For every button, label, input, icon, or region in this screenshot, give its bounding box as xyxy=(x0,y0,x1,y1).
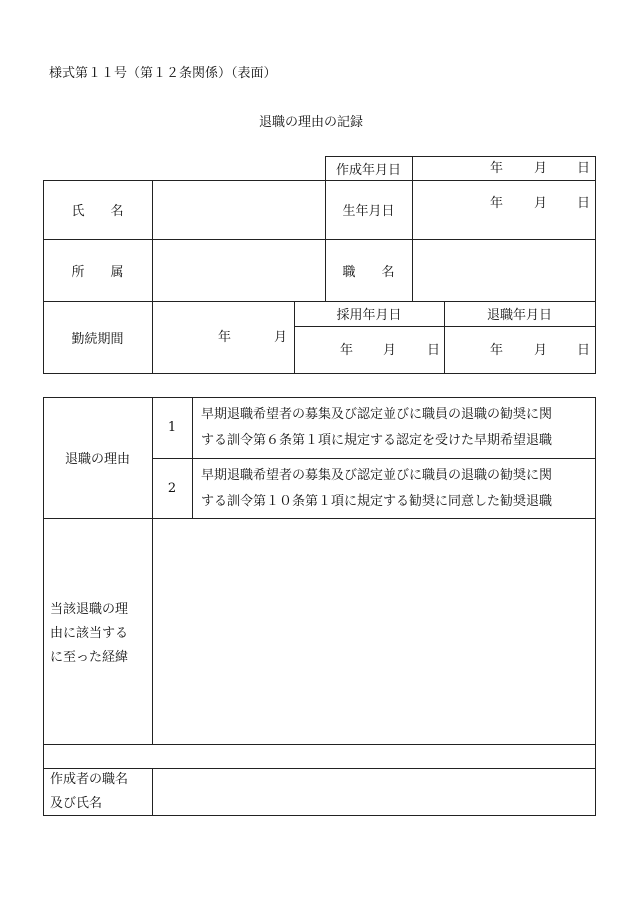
creation-day-label: 日 xyxy=(577,161,591,176)
hire-date-field[interactable] xyxy=(295,327,444,373)
birth-date-label: 生年月日 xyxy=(342,204,395,219)
service-months-label: 月 xyxy=(274,330,288,345)
hire-month-label: 月 xyxy=(383,343,397,358)
reason-option-1-line2: する訓令第６条第１項に規定する認定を受けた早期希望退職 xyxy=(201,433,553,448)
reason-number[interactable]: 2 xyxy=(167,480,177,496)
job-title-label: 職 名 xyxy=(342,264,395,280)
circumstances-label-line2: 由に該当する xyxy=(50,626,129,641)
reason-option-1[interactable] xyxy=(201,402,552,454)
retirement-date-field[interactable] xyxy=(445,327,595,373)
birth-month-label: 月 xyxy=(534,196,548,211)
reason-number[interactable]: 1 xyxy=(167,420,177,435)
circumstances-label xyxy=(50,598,128,670)
reason-option-2[interactable] xyxy=(201,463,552,515)
name-field[interactable] xyxy=(153,181,325,239)
retirement-year-label: 年 xyxy=(490,343,504,358)
preparer-label-line2: 及び氏名 xyxy=(50,796,103,811)
circumstances-field[interactable] xyxy=(153,519,595,744)
creation-date-field[interactable] xyxy=(413,157,595,180)
retirement-date-label: 退職年月日 xyxy=(486,308,552,323)
service-years-label: 年 xyxy=(218,330,232,345)
page-title: 退職の理由の記録 xyxy=(259,115,364,130)
preparer-label-line1: 作成者の職名 xyxy=(50,772,129,787)
name-label: 氏 名 xyxy=(71,204,124,219)
hire-date-label: 採用年月日 xyxy=(336,308,402,323)
birth-day-label: 日 xyxy=(577,196,591,211)
affiliation-label: 所 属 xyxy=(71,264,124,280)
preparer-field[interactable] xyxy=(153,769,595,815)
preparer-label xyxy=(50,768,128,816)
affiliation-field[interactable] xyxy=(153,240,325,301)
reason-label: 退職の理由 xyxy=(64,452,130,467)
reason-option-1-line1: 早期退職希望者の募集及び認定並びに職員の退職の勧奨に関 xyxy=(201,407,553,422)
creation-month-label: 月 xyxy=(534,161,548,176)
reason-option-2-line1: 早期退職希望者の募集及び認定並びに職員の退職の勧奨に関 xyxy=(201,468,553,483)
retirement-month-label: 月 xyxy=(534,343,548,358)
reason-option-2-line2: する訓令第１０条第１項に規定する勧奨に同意した勧奨退職 xyxy=(201,494,553,509)
retirement-day-label: 日 xyxy=(577,343,591,358)
circumstances-label-line3: に至った経緯 xyxy=(50,650,129,665)
circumstances-label-line1: 当該退職の理 xyxy=(50,602,129,617)
service-period-label: 勤続期間 xyxy=(71,331,124,347)
hire-year-label: 年 xyxy=(340,343,354,358)
form-number: 様式第１１号（第１２条関係）（表面） xyxy=(49,66,277,81)
job-title-field[interactable] xyxy=(413,240,595,301)
service-period-field[interactable] xyxy=(153,302,294,373)
hire-day-label: 日 xyxy=(427,343,441,358)
birth-year-label: 年 xyxy=(490,196,504,211)
creation-year-label: 年 xyxy=(490,161,504,176)
creation-date-label: 作成年月日 xyxy=(335,162,401,178)
birth-date-field[interactable] xyxy=(413,181,595,239)
